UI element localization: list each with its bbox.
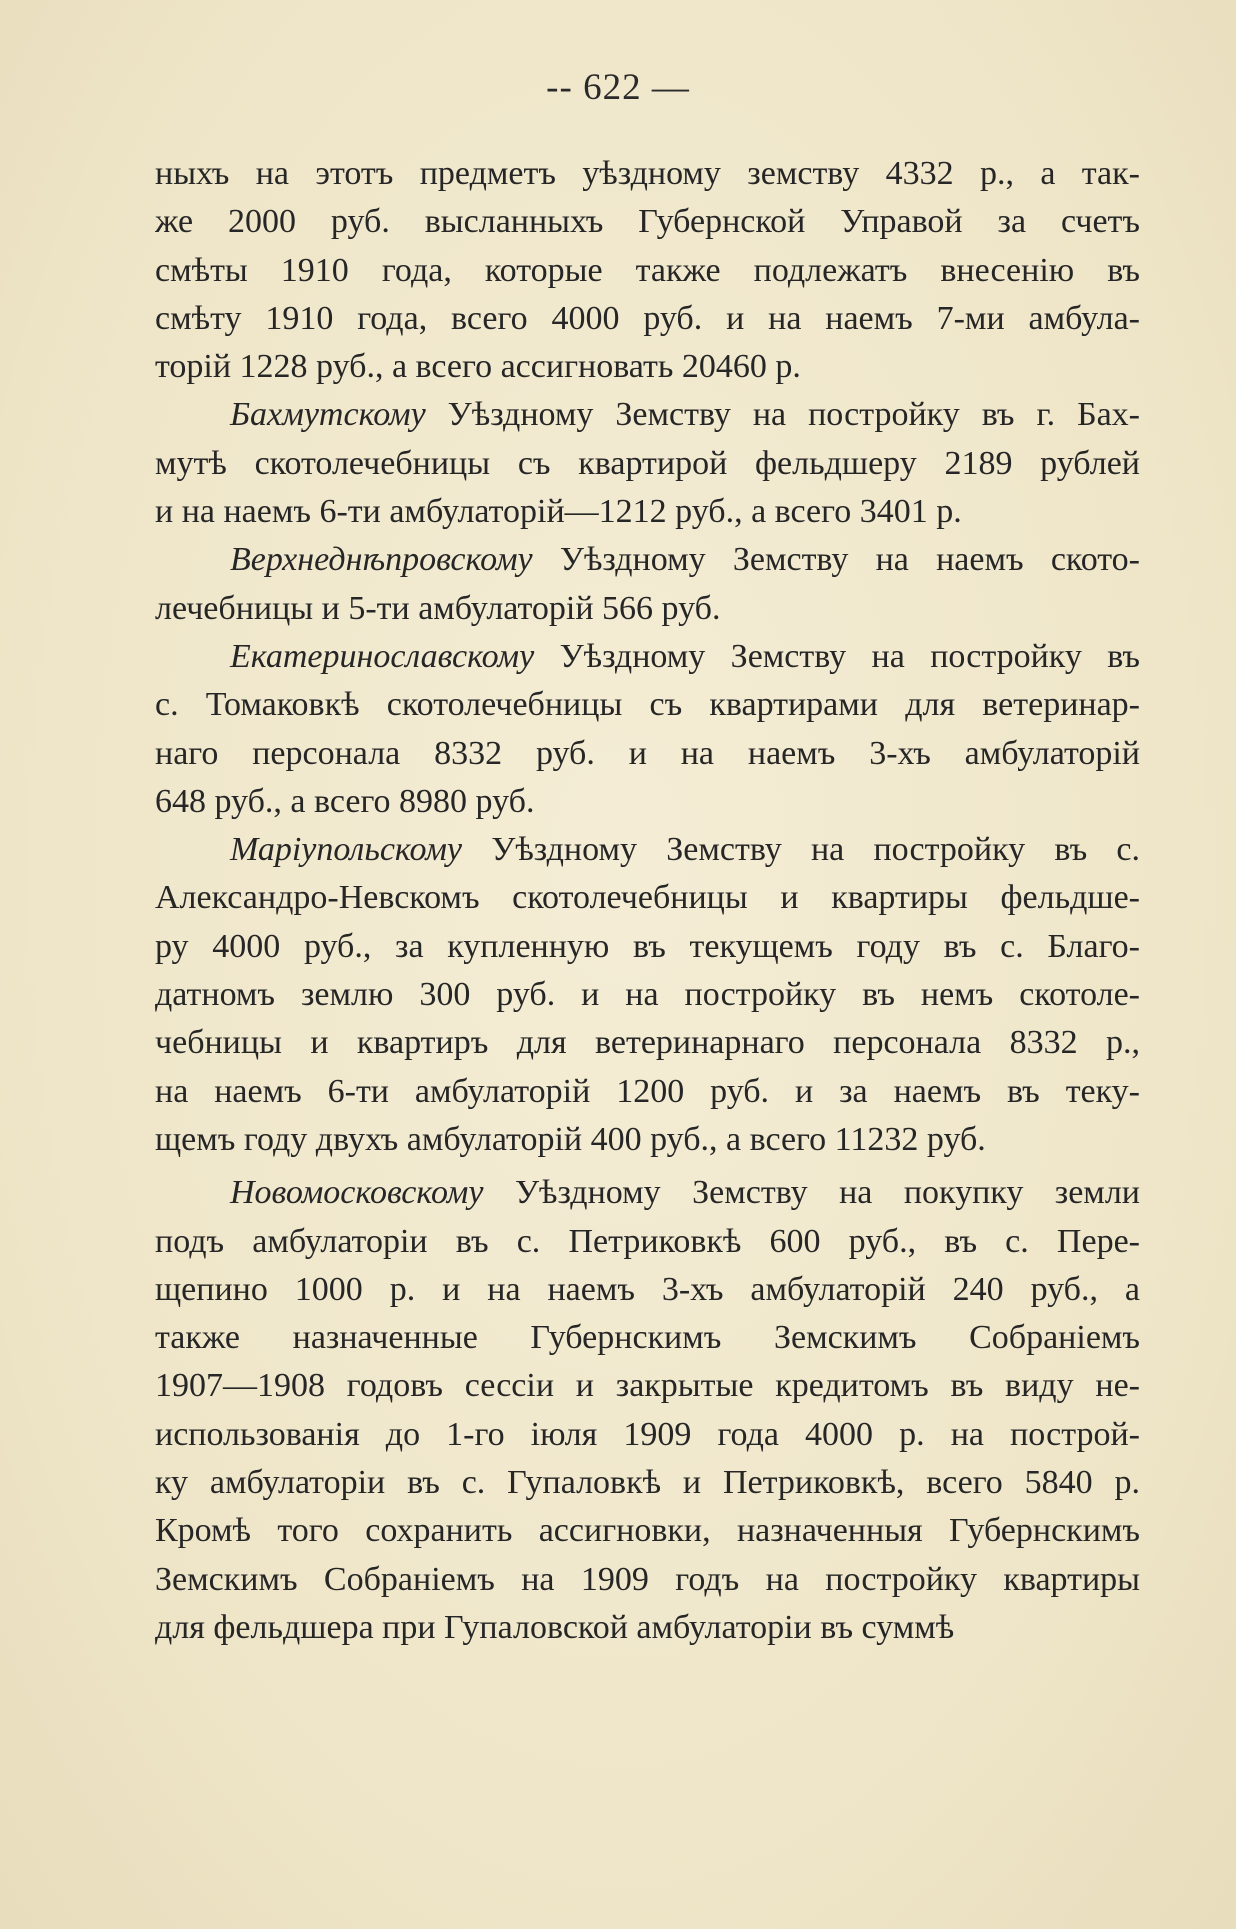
line-text: ру 4000 руб., за купленную въ текущемъ году въ с. Благо- <box>155 927 1140 965</box>
line-text: датномъ землю 300 руб. и на постройку въ немъ скотоле- <box>155 976 1140 1014</box>
text-line <box>155 585 1140 633</box>
line-text: Уѣздному Земству на постройку въ г. Бах- <box>425 396 1140 434</box>
text-line <box>155 1507 1140 1555</box>
line-text: на наемъ 6-ти амбулаторій 1200 руб. и за наемъ въ теку- <box>155 1072 1140 1110</box>
paragraph <box>155 150 1140 391</box>
text-line <box>155 1314 1140 1362</box>
line-text: и на наемъ 6-ти амбулаторій—1212 руб., а всего 3401 р. <box>155 493 962 531</box>
line-text: Александро-Невскомъ скотолечебницы и квартиры фельдше- <box>155 879 1140 917</box>
line-text: подъ амбулаторіи въ с. Петриковкѣ 600 руб., въ с. Пере- <box>155 1222 1140 1260</box>
line-text: использованія до 1-го іюля 1909 года 4000 р. на построй- <box>155 1415 1140 1453</box>
line-text: же 2000 руб. высланныхъ Губернской Управой за счетъ <box>155 203 1140 241</box>
line-text: смѣты 1910 года, которые также подлежатъ внесенію въ <box>155 251 1140 289</box>
addressee-name: Маріупольскому <box>230 831 463 869</box>
text-line <box>155 1019 1140 1067</box>
addressee-name: Бахмутскому <box>230 396 426 434</box>
text-line <box>155 1604 1140 1652</box>
line-text: ку амбулаторіи въ с. Гупаловкѣ и Петриковкѣ, всего 5840 р. <box>155 1464 1140 1502</box>
text-line <box>155 1362 1140 1410</box>
text-line <box>155 1116 1140 1164</box>
text-line <box>155 343 1140 391</box>
text-line <box>155 198 1140 246</box>
paragraph <box>155 1169 1140 1652</box>
line-text: мутѣ скотолечебницы съ квартирой фельдшеру 2189 рублей <box>155 444 1140 482</box>
line-text: Земскимъ Собраніемъ на 1909 годъ на постройку квартиры <box>155 1560 1140 1598</box>
text-line <box>155 440 1140 488</box>
text-line <box>155 150 1140 198</box>
text-line <box>155 391 1140 439</box>
text-line <box>155 488 1140 536</box>
text-line <box>155 971 1140 1019</box>
line-text: Уѣздному Земству на наемъ ското- <box>532 541 1140 579</box>
text-line <box>155 633 1140 681</box>
addressee-name: Верхнеднѣпровскому <box>230 541 533 579</box>
line-text: ныхъ на этотъ предметъ уѣздному земству 4332 р., а так- <box>155 155 1140 192</box>
line-text: Уѣздному Земству на постройку въ <box>534 637 1140 675</box>
addressee-name: Новомосковскому <box>230 1174 484 1212</box>
text-line <box>155 247 1140 295</box>
text-line <box>155 536 1140 584</box>
paragraph <box>155 536 1140 633</box>
text-line <box>155 1068 1140 1116</box>
line-text: Уѣздному Земству на постройку въ с. <box>462 831 1140 869</box>
text-line <box>155 1169 1140 1217</box>
line-text: 1907—1908 годовъ сессіи и закрытые кредитомъ въ виду не- <box>155 1367 1140 1405</box>
text-line <box>155 1218 1140 1266</box>
line-text: лечебницы и 5-ти амбулаторій 566 руб. <box>155 589 721 627</box>
text-line <box>155 681 1140 729</box>
paragraph <box>155 391 1140 536</box>
line-text: торій 1228 руб., а всего ассигновать 20460 р. <box>155 348 801 386</box>
line-text: 648 руб., а всего 8980 руб. <box>155 782 535 820</box>
line-text: также назначенные Губернскимъ Земскимъ Собраніемъ <box>155 1319 1140 1357</box>
text-line <box>155 1266 1140 1314</box>
line-text: чебницы и квартиръ для ветеринарнаго персонала 8332 р., <box>155 1024 1140 1062</box>
text-line <box>155 1411 1140 1459</box>
addressee-name: Екатеринославскому <box>230 637 535 675</box>
text-line <box>155 1556 1140 1604</box>
text-line <box>155 778 1140 826</box>
line-text: щепино 1000 р. и на наемъ 3-хъ амбулаторій 240 руб., а <box>155 1270 1140 1308</box>
line-text: щемъ году двухъ амбулаторій 400 руб., а всего 11232 руб. <box>155 1120 986 1158</box>
text-line <box>155 923 1140 971</box>
line-text: наго персонала 8332 руб. и на наемъ 3-хъ амбулаторій <box>155 734 1140 772</box>
text-line <box>155 1459 1140 1507</box>
text-line <box>155 826 1140 874</box>
line-text: Уѣздному Земству на покупку земли <box>483 1174 1140 1212</box>
text-line <box>155 874 1140 922</box>
text-line <box>155 730 1140 778</box>
line-text: Кромѣ того сохранить ассигновки, назначенныя Губернскимъ <box>155 1512 1140 1550</box>
paragraph <box>155 826 1140 1164</box>
page-number: -- 622 — <box>546 67 690 108</box>
line-text: с. Томаковкѣ скотолечебницы съ квартирами для ветеринар- <box>155 686 1140 724</box>
line-text: смѣту 1910 года, всего 4000 руб. и на наемъ 7-ми амбула- <box>155 299 1140 337</box>
paragraph <box>155 633 1140 826</box>
page-text <box>155 150 1140 1652</box>
line-text: для фельдшера при Гупаловской амбулаторіи въ суммѣ <box>155 1608 955 1646</box>
text-line <box>155 295 1140 343</box>
